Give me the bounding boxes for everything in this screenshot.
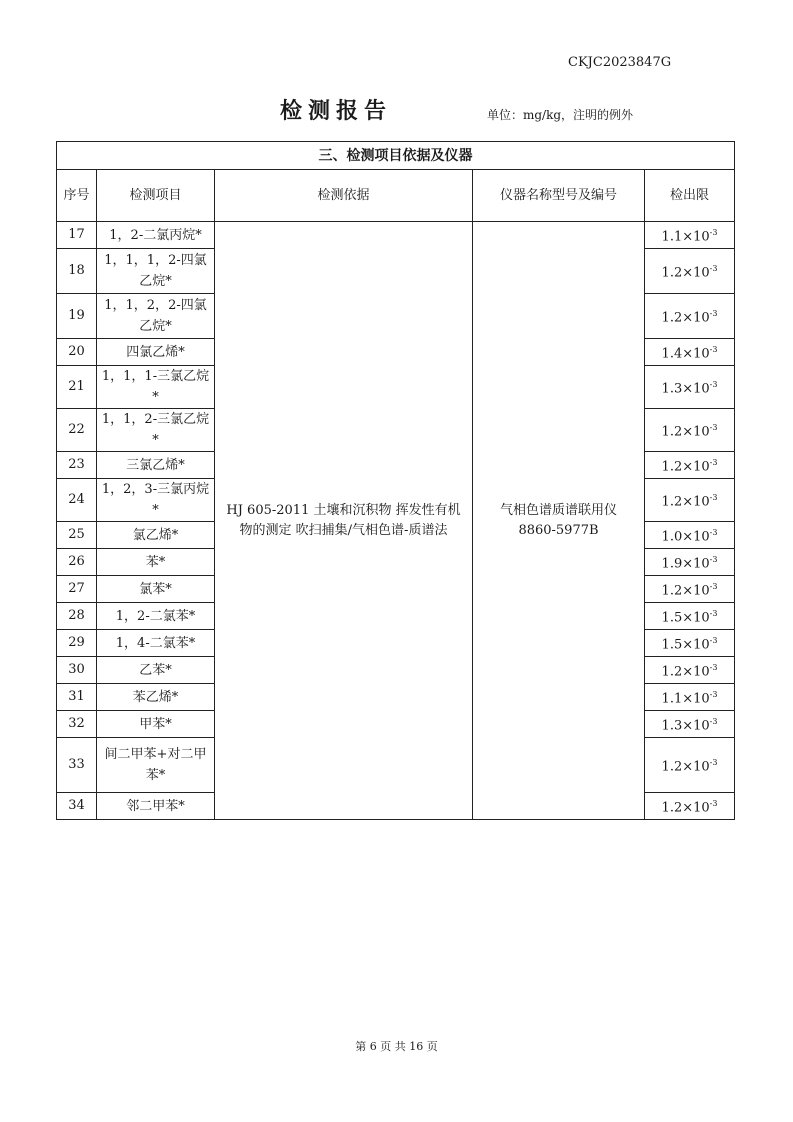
detection-limit-value: 1.2×10 xyxy=(661,459,710,475)
row-number: 33 xyxy=(57,738,97,793)
detection-limit-value: 1.2×10 xyxy=(661,310,710,326)
detection-limit-exponent: -3 xyxy=(709,308,718,318)
detection-item: 氯苯* xyxy=(97,576,215,603)
detection-item: 氯乙烯* xyxy=(97,522,215,549)
detection-limit xyxy=(645,603,735,630)
detection-limit-exponent: -3 xyxy=(709,798,718,808)
section-title: 三、检测项目依据及仪器 xyxy=(57,142,735,170)
detection-limit-value: 1.2×10 xyxy=(661,664,710,680)
page-title: 检测报告 xyxy=(280,98,393,124)
detection-item: 四氯乙烯* xyxy=(97,339,215,366)
detection-limit xyxy=(645,711,735,738)
detection-item: 甲苯* xyxy=(97,711,215,738)
detection-limit-value: 1.5×10 xyxy=(661,610,710,626)
row-number: 24 xyxy=(57,479,97,522)
detection-limit xyxy=(645,339,735,366)
detection-limit xyxy=(645,549,735,576)
detection-limit-value: 1.0×10 xyxy=(661,529,710,545)
detection-item: 1，2，3-三氯丙烷* xyxy=(97,479,215,522)
unit-note: 单位：mg/kg，注明的例外 xyxy=(487,108,634,122)
detection-item: 苯乙烯* xyxy=(97,684,215,711)
detection-item: 苯* xyxy=(97,549,215,576)
detection-limit-value: 1.2×10 xyxy=(661,800,710,816)
detection-item: 1，2-二氯丙烷* xyxy=(97,222,215,249)
row-number: 31 xyxy=(57,684,97,711)
detection-item: 1，2-二氯苯* xyxy=(97,603,215,630)
detection-item: 1，1，1-三氯乙烷* xyxy=(97,366,215,409)
detection-limit-exponent: -3 xyxy=(709,457,718,467)
detection-limit-exponent: -3 xyxy=(709,689,718,699)
detection-limit-value: 1.1×10 xyxy=(661,691,710,707)
row-number: 26 xyxy=(57,549,97,576)
detection-limit-value: 1.2×10 xyxy=(661,759,710,775)
report-number: CKJC2023847G xyxy=(568,55,672,70)
row-number: 17 xyxy=(57,222,97,249)
detection-limit-exponent: -3 xyxy=(709,554,718,564)
detection-limit xyxy=(645,366,735,409)
row-number: 20 xyxy=(57,339,97,366)
row-number: 29 xyxy=(57,630,97,657)
detection-limit-value: 1.2×10 xyxy=(661,265,710,281)
detection-limit-value: 1.2×10 xyxy=(661,583,710,599)
column-header-method: 检测依据 xyxy=(215,170,473,222)
detection-limit-value: 1.3×10 xyxy=(661,381,710,397)
detection-limit xyxy=(645,249,735,294)
detection-limit-exponent: -3 xyxy=(709,608,718,618)
column-header-no: 序号 xyxy=(57,170,97,222)
detection-limit xyxy=(645,684,735,711)
row-number: 34 xyxy=(57,793,97,820)
row-number: 23 xyxy=(57,452,97,479)
detection-limit xyxy=(645,479,735,522)
detection-limit-value: 1.9×10 xyxy=(661,556,710,572)
row-number: 32 xyxy=(57,711,97,738)
detection-item: 邻二甲苯* xyxy=(97,793,215,820)
row-number: 18 xyxy=(57,249,97,294)
detection-limit-value: 1.3×10 xyxy=(661,718,710,734)
row-number: 27 xyxy=(57,576,97,603)
detection-limit-exponent: -3 xyxy=(709,379,718,389)
detection-limit-exponent: -3 xyxy=(709,635,718,645)
detection-limit-exponent: -3 xyxy=(709,227,718,237)
detection-limit-value: 1.2×10 xyxy=(661,494,710,510)
detection-limit-exponent: -3 xyxy=(709,581,718,591)
detection-item: 1，4-二氯苯* xyxy=(97,630,215,657)
row-number: 30 xyxy=(57,657,97,684)
detection-limit xyxy=(645,738,735,793)
detection-limit-exponent: -3 xyxy=(709,422,718,432)
detection-item: 乙苯* xyxy=(97,657,215,684)
column-header-limit: 检出限 xyxy=(645,170,735,222)
table-row xyxy=(57,222,735,249)
detection-limit-exponent: -3 xyxy=(709,263,718,273)
detection-limit xyxy=(645,657,735,684)
detection-limit-value: 1.5×10 xyxy=(661,637,710,653)
detection-limit-exponent: -3 xyxy=(709,716,718,726)
row-number: 21 xyxy=(57,366,97,409)
detection-limit-exponent: -3 xyxy=(709,757,718,767)
detection-limit-value: 1.1×10 xyxy=(661,229,710,245)
detection-limit xyxy=(645,576,735,603)
row-number: 25 xyxy=(57,522,97,549)
detection-limit-exponent: -3 xyxy=(709,492,718,502)
detection-item: 三氯乙烯* xyxy=(97,452,215,479)
detection-limit xyxy=(645,294,735,339)
detection-limit-value: 1.2×10 xyxy=(661,424,710,440)
detection-item: 1，1，2-三氯乙烷* xyxy=(97,409,215,452)
detection-items-table xyxy=(56,141,735,820)
column-header-instrument: 仪器名称型号及编号 xyxy=(473,170,645,222)
row-number: 19 xyxy=(57,294,97,339)
detection-limit xyxy=(645,793,735,820)
detection-limit xyxy=(645,222,735,249)
detection-limit-exponent: -3 xyxy=(709,662,718,672)
detection-item: 间二甲苯+对二甲苯* xyxy=(97,738,215,793)
row-number: 28 xyxy=(57,603,97,630)
detection-limit-value: 1.4×10 xyxy=(661,346,710,362)
row-number: 22 xyxy=(57,409,97,452)
detection-limit-exponent: -3 xyxy=(709,344,718,354)
page-number: 第 6 页 共 16 页 xyxy=(355,1040,438,1053)
column-header-item: 检测项目 xyxy=(97,170,215,222)
detection-limit xyxy=(645,409,735,452)
detection-limit xyxy=(645,630,735,657)
detection-limit-exponent: -3 xyxy=(709,527,718,537)
detection-limit xyxy=(645,452,735,479)
detection-item: 1，1，2，2-四氯乙烷* xyxy=(97,294,215,339)
instrument-name: 气相色谱质谱联用仪 8860-5977B xyxy=(473,222,645,820)
detection-limit xyxy=(645,522,735,549)
detection-item: 1，1，1，2-四氯乙烷* xyxy=(97,249,215,294)
detection-method: HJ 605-2011 土壤和沉积物 挥发性有机物的测定 吹扫捕集/气相色谱-质谱法 xyxy=(215,222,473,820)
